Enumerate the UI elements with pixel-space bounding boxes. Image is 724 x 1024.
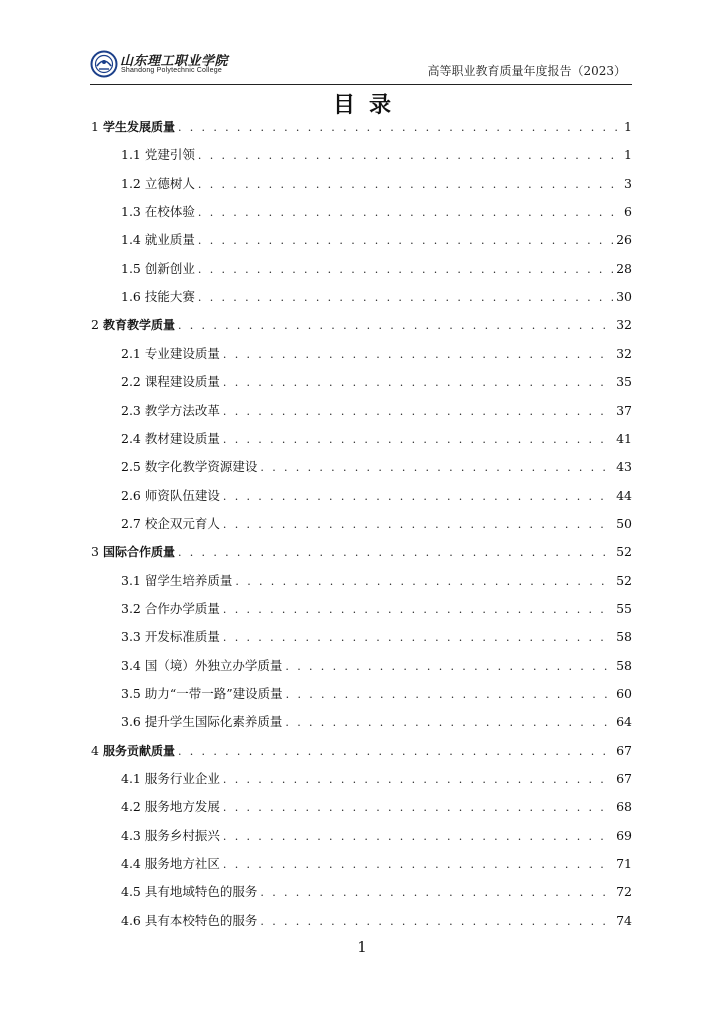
toc-entry-label: 立德树人 (144, 175, 195, 191)
toc-entry-number: 1.6 (121, 289, 141, 305)
toc-entry-page: 60 (616, 686, 632, 701)
toc-entry-page: 1 (624, 147, 632, 163)
toc-section-entry[interactable] (121, 657, 632, 675)
toc-dot-leader (198, 289, 613, 307)
toc-dot-leader (223, 516, 613, 534)
toc-entry-label: 服务行业企业 (144, 771, 220, 787)
toc-dot-leader (223, 346, 613, 364)
toc-entry-page: 58 (616, 657, 632, 673)
toc-entry-page: 71 (616, 856, 632, 872)
toc-entry-page: 67 (616, 771, 632, 787)
toc-section-entry[interactable] (121, 402, 632, 420)
toc-entry-page: 67 (616, 742, 632, 758)
toc-entry-number: 1.1 (121, 147, 141, 163)
toc-entry-label: 技能大赛 (144, 289, 195, 305)
toc-entry-number: 3.2 (121, 600, 141, 616)
toc-entry-page: 50 (616, 515, 632, 531)
toc-dot-leader (285, 658, 613, 676)
toc-section-entry[interactable] (121, 430, 632, 448)
toc-entry-label: 数字化教学资源建设 (144, 459, 258, 475)
toc-dot-leader (223, 856, 613, 874)
toc-section-entry[interactable] (121, 231, 632, 249)
toc-entry-page: 55 (616, 600, 632, 616)
toc-entry-label: 具有地域特色的服务 (144, 884, 258, 900)
toc-entry-number: 2.6 (121, 487, 141, 503)
toc-entry-label: 服务乡村振兴 (144, 827, 220, 843)
report-header-title: 高等职业教育质量年度报告（2023） (427, 64, 626, 78)
toc-section-entry[interactable] (121, 628, 632, 646)
toc-entry-page: 43 (616, 459, 632, 475)
toc-entry-number: 1.3 (121, 204, 141, 220)
toc-entry-number: 1.5 (121, 260, 141, 276)
toc-entry-page: 52 (616, 572, 632, 588)
toc-entry-label: 留学生培养质量 (144, 572, 233, 588)
toc-entry-label: 教育教学质量 (102, 318, 175, 333)
toc-entry-label: 开发标准质量 (144, 629, 220, 645)
toc-dot-leader (178, 317, 613, 335)
toc-title: 目录 (332, 92, 405, 118)
toc-entry-page: 32 (616, 345, 632, 361)
toc-dot-leader (223, 601, 613, 619)
toc-entry-number: 2.3 (121, 402, 141, 418)
toc-entry-page: 3 (624, 175, 632, 191)
toc-entry-page: 58 (616, 629, 632, 645)
toc-entry-number: 4 (91, 742, 99, 758)
toc-entry-label: 校企双元育人 (144, 515, 220, 531)
toc-entry-label: 专业建设质量 (144, 345, 220, 361)
toc-dot-leader (198, 204, 621, 222)
toc-dot-leader (178, 544, 613, 562)
toc-section-entry[interactable] (121, 855, 632, 873)
toc-entry-label: 助力“一带一路”建设质量 (144, 686, 283, 701)
toc-entry-page: 37 (616, 402, 632, 418)
toc-dot-leader (178, 743, 613, 761)
toc-section-entry[interactable] (121, 798, 632, 816)
toc-entry-page: 68 (616, 799, 632, 815)
toc-entry-number: 2.7 (121, 515, 141, 531)
toc-entry-page: 28 (616, 260, 632, 276)
toc-section-entry[interactable] (121, 770, 632, 788)
toc-entry-number: 2.4 (121, 430, 141, 446)
toc-dot-leader (285, 714, 613, 732)
toc-entry-label: 创新创业 (144, 260, 195, 276)
toc-section-entry[interactable] (121, 288, 632, 306)
toc-entry-page: 41 (616, 430, 632, 446)
toc-section-entry[interactable] (121, 515, 632, 533)
toc-entry-label: 教学方法改革 (144, 402, 220, 418)
toc-entry-page: 6 (624, 204, 632, 220)
toc-entry-label: 在校体验 (144, 204, 195, 220)
toc-entry-number: 4.5 (121, 884, 141, 900)
toc-entry-page: 52 (616, 544, 632, 560)
toc-section-entry[interactable] (121, 345, 632, 363)
toc-entry-number: 3.6 (121, 714, 141, 730)
toc-entry-label: 课程建设质量 (144, 374, 220, 390)
toc-dot-leader (198, 147, 621, 165)
toc-section-entry[interactable] (121, 203, 632, 221)
toc-dot-leader (198, 232, 613, 250)
toc-section-entry[interactable] (121, 827, 632, 845)
toc-entry-number: 1.2 (121, 175, 141, 191)
toc-section-entry[interactable] (121, 487, 632, 505)
toc-chapter-entry[interactable] (91, 316, 632, 334)
toc-dot-leader (286, 686, 613, 704)
toc-entry-page: 64 (616, 714, 632, 730)
toc-entry-number: 2.2 (121, 374, 141, 390)
toc-entry-number: 3.5 (121, 686, 141, 701)
toc-entry-number: 4.3 (121, 827, 141, 843)
toc-entry-page: 72 (616, 884, 632, 900)
toc-entry-page: 26 (616, 232, 632, 248)
toc-entry-page: 69 (616, 827, 632, 843)
toc-entry-number: 1 (91, 119, 99, 134)
toc-dot-leader (198, 261, 613, 279)
toc-entry-label: 就业质量 (144, 232, 195, 248)
toc-entry-number: 3.1 (121, 572, 141, 588)
toc-dot-leader (198, 176, 621, 194)
toc-entry-label: 服务贡献质量 (102, 743, 175, 758)
toc-dot-leader (260, 459, 613, 477)
toc-chapter-entry[interactable] (91, 118, 632, 136)
toc-entry-number: 4.1 (121, 771, 141, 787)
toc-entry-number: 3 (91, 544, 99, 560)
toc-dot-leader (223, 431, 613, 449)
toc-entry-label: 教材建设质量 (144, 430, 220, 446)
toc-dot-leader (260, 884, 613, 902)
toc-entry-label: 师资队伍建设 (144, 487, 220, 503)
toc-entry-number: 2 (91, 317, 99, 333)
toc-section-entry[interactable] (121, 146, 632, 164)
toc-entry-page: 30 (616, 289, 632, 305)
toc-entry-label: 国际合作质量 (102, 545, 175, 560)
toc-entry-page: 74 (616, 912, 632, 928)
toc-section-entry[interactable] (121, 373, 632, 391)
toc-entry-number: 4.4 (121, 856, 141, 872)
toc-section-entry[interactable] (121, 260, 632, 278)
toc-entry-label: 服务地方发展 (144, 799, 220, 815)
toc-entry-label: 提升学生国际化素养质量 (144, 714, 283, 730)
toc-chapter-entry[interactable] (91, 742, 632, 760)
toc-entry-page: 1 (624, 119, 632, 134)
toc-entry-page: 35 (616, 374, 632, 390)
toc-section-entry[interactable] (121, 600, 632, 618)
toc-section-entry[interactable] (121, 572, 632, 590)
toc-dot-leader (235, 573, 613, 591)
toc-entry-label: 党建引领 (144, 147, 195, 163)
toc-entry-number: 2.1 (121, 345, 141, 361)
toc-entry-number: 3.4 (121, 657, 141, 673)
toc-section-entry[interactable] (121, 175, 632, 193)
toc-section-entry[interactable] (121, 883, 632, 901)
toc-entry-label: 国（境）外独立办学质量 (144, 657, 283, 673)
toc-section-entry[interactable] (121, 685, 632, 703)
toc-section-entry[interactable] (121, 912, 632, 930)
toc-dot-leader (223, 828, 613, 846)
toc-section-entry[interactable] (121, 713, 632, 731)
logo-english-name: Shandong Polytechnic College (121, 67, 222, 74)
toc-section-entry[interactable] (121, 458, 632, 476)
toc-entry-label: 合作办学质量 (144, 600, 220, 616)
toc-entry-number: 3.3 (121, 629, 141, 645)
logo-chinese-name: 山东理工职业学院 (120, 54, 229, 69)
page-number: 1 (357, 938, 367, 956)
toc-entry-number: 1.4 (121, 232, 141, 248)
toc-entry-page: 44 (616, 487, 632, 503)
toc-dot-leader (260, 913, 613, 931)
toc-dot-leader (223, 799, 613, 817)
toc-dot-leader (223, 374, 613, 392)
toc-entry-number: 2.5 (121, 459, 141, 475)
toc-dot-leader (223, 488, 613, 506)
toc-dot-leader (178, 119, 621, 137)
toc-entry-label: 具有本校特色的服务 (144, 912, 258, 928)
toc-entry-number: 4.6 (121, 912, 141, 928)
toc-dot-leader (223, 629, 613, 647)
toc-entry-label: 服务地方社区 (144, 856, 220, 872)
toc-dot-leader (223, 403, 613, 421)
toc-entry-page: 32 (616, 317, 632, 333)
toc-entry-number: 4.2 (121, 799, 141, 815)
toc-entry-label: 学生发展质量 (102, 120, 175, 134)
toc-dot-leader (223, 771, 613, 789)
toc-chapter-entry[interactable] (91, 543, 632, 561)
